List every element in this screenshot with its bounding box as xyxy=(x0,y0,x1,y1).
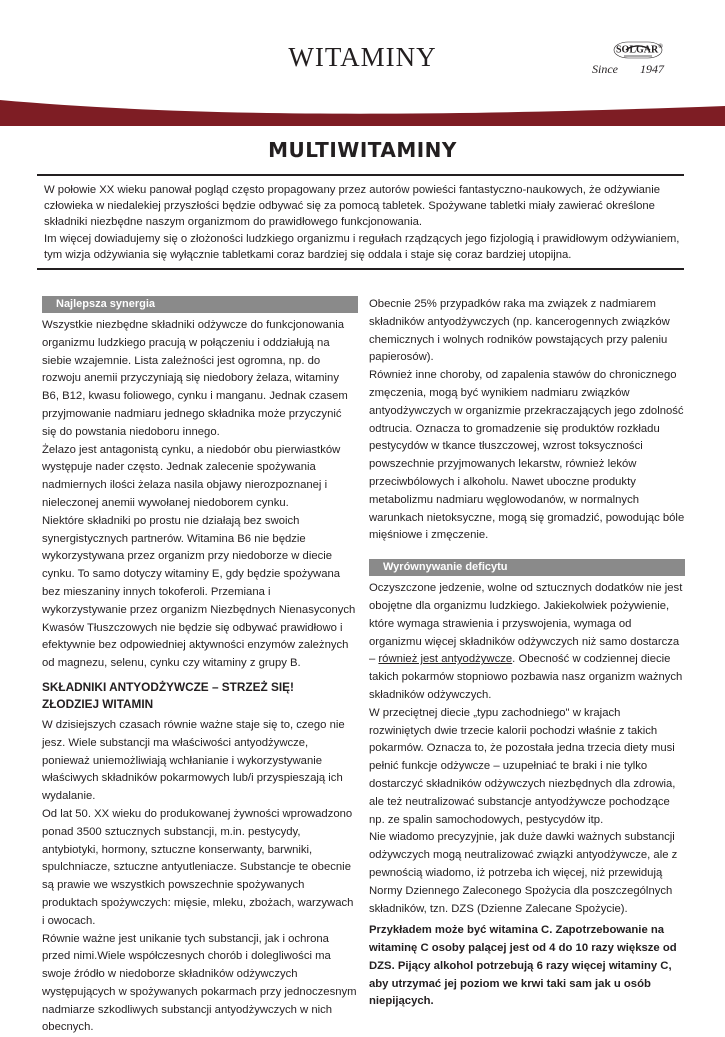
paragraph: Obecnie 25% przypadków raka ma związek z nadmiarem składników antyodżywczych (np. kancerogennych związków chemicznych i wolnych rodników powstających przy paleniu papierosów). xyxy=(369,296,685,367)
left-column xyxy=(42,296,358,1037)
intro-paragraph: W połowie XX wieku panował pogląd często propagowany przez autorów powieści fantastyczno-naukowych, że odżywianie człowieka w niedalekiej przyszłości będzie odbywać się za pomocą tabletek. Spożywane tabletki miały zawierać określone składniki niezbędne naszym organizmom do prawidłowego funkcjonowania. xyxy=(44,182,684,231)
divider-top xyxy=(37,174,684,176)
page-title: MULTIWITAMINY xyxy=(0,138,725,162)
paragraph: Również inne choroby, od zapalenia stawów do chronicznego zmęczenia, mogą być wynikiem nadmiaru związków antyodżywczych w organizmie przekraczających jego zdolność odtrucia. Oznacza to gromadzenie się produktów rozkładu pestycydów w tkance tłuszczowej, wzrost toksyczności powszechnie przyjmowanych lekarstw, również leków przeciwbólowych i alkoholu. Nawet uboczne produkty metabolizmu nadmiaru węglowodanów, w normalnych warunkach nietoksyczne, mogą się gromadzić, powodując bóle mięśniowe i zmęczenie. xyxy=(369,367,685,545)
paragraph: Wszystkie niezbędne składniki odżywcze do funkcjonowania organizmu ludzkiego pracują w połączeniu i oddziałują na siebie wzajemnie. Lista zależności jest ogromna, np. do rozwoju anemii przyczyniają się niedobory żelaza, witaminy B6, B12, kwasu foliowego, cynku i manganu. Jednak czasem przyjmowanie nadmiaru jednego składnika może przyczynić się do powstania niedoboru innego. xyxy=(42,317,358,442)
logo-year: 1947 xyxy=(640,62,664,77)
paragraph: Nie wiadomo precyzyjnie, jak duże dawki ważnych substancji odżywczych mogą neutralizować związki antyodżywcze, ale z pewnością wiadomo, iż potrzeba ich więcej, niż przewidują Normy Dziennego Zaleconego Spożycia dla poszczególnych składników, tzn. DZS (Dzienne Zalecane Spożycie). xyxy=(369,829,685,918)
header-title: WITAMINY xyxy=(0,42,725,73)
solgar-logo xyxy=(588,36,688,82)
section-header-deficit: Wyrównywanie deficytu xyxy=(369,559,685,576)
intro-text xyxy=(44,182,684,263)
subheading-antinutrients xyxy=(42,679,358,713)
underlined-phrase: również jest antyodżywcze xyxy=(378,653,512,665)
divider-bottom xyxy=(37,268,684,270)
paragraph: W przeciętnej diecie „typu zachodniego" w krajach rozwiniętych dwie trzecie kalorii pochodzi właśnie z takich pokarmów. Oznacza to, że pozostała jedna trzecia diety musi pełnić funkcje odżywcze – uzupełniać te braki i nie tylko dostarczyć składników odżywczych niezbędnych dla zdrowia, ale też neutralizować substancje antyodżywcze pochodzące np. ze spalin samochodowych, pestycydów itp. xyxy=(369,705,685,830)
right-column xyxy=(369,296,685,1011)
paragraph: Niektóre składniki po prostu nie działają bez swoich synergistycznych partnerów. Witamina B6 nie będzie wykorzystywana przez organizm przy niedoborze w diecie cynku. To samo dotyczy witaminy E, gdy będzie spożywana bez mieszaniny innych tokoferoli. Przemiana i wykorzystywanie przez organizm Niezbędnych Nienasyconych Kwasów Tłuszczowych nie będzie się odbywać prawidłowo i efektywnie bez odpowiedniej aktywności enzymów zależnych od magnezu, selenu, cynku czy witaminy z grupy B. xyxy=(42,513,358,673)
logo-brand: SOLGAR® xyxy=(616,44,660,55)
paragraph: Oczyszczone jedzenie, wolne od sztucznych dodatków nie jest obojętne dla organizmu ludzkiego. Jakiekolwiek pożywienie, które wymaga strawienia i przyswojenia, wymaga od organizmu więcej składników odżywczych niż samo dostarcza – również jest antyodżywcze. Obecność w codziennej diecie takich pokarmów stopniowo pozbawia nasz organizm ważnych składników odżywczych. xyxy=(369,580,685,705)
section-header-synergy: Najlepsza synergia xyxy=(42,296,358,313)
subheading-line: ZŁODZIEJ WITAMIN xyxy=(42,696,358,713)
paragraph: Żelazo jest antagonistą cynku, a niedobór obu pierwiastków występuje nader często. Jednak zalecenie spożywania nadmiernych ilości żelaza nasila objawy nierozpoznanej i nieleczonej anemii wywołanej niedoborem cynku. xyxy=(42,442,358,513)
logo-since: Since xyxy=(592,62,618,77)
paragraph: W dzisiejszych czasach równie ważne staje się to, czego nie jesz. Wiele substancji ma właściwości antyodżywcze, ponieważ uniemożliwiają wchłanianie i wykorzystywanie właściwych składników pokarmowych lub/i przyspieszają ich wydalanie. xyxy=(42,717,358,806)
highlight-paragraph: Przykładem może być witamina C. Zapotrzebowanie na witaminę C osoby palącej jest od 4 do 10 razy większe od DZS. Pijący alkohol potrzebują 6 razy więcej witaminy C, aby utrzymać jej poziom we krwi taki sam jak u osób niepijących. xyxy=(369,922,685,1011)
subheading-line: SKŁADNIKI ANTYODŻYWCZE – STRZEŻ SIĘ! xyxy=(42,679,358,696)
paragraph: Równie ważne jest unikanie tych substancji, jak i ochrona przed nimi.Wiele współczesnych chorób i dolegliwości ma swoje źródło w niedoborze składników odżywczych występujących w spożywanych pokarmach przy jednoczesnym nadmiarze szkodliwych substancji antyodżywczych w nich obecnych. xyxy=(42,931,358,1037)
intro-paragraph: Im więcej dowiadujemy się o złożoności ludzkiego organizmu i regułach rządzących jego fizjologią i prawidłowym odżywianiem, tym wizja odżywiania się wyłącznie tabletkami coraz bardziej się oddala i staje się coraz bardziej utopijna. xyxy=(44,231,684,263)
paragraph: Od lat 50. XX wieku do produkowanej żywności wprowadzono ponad 3500 sztucznych substancji, m.in. pestycydy, antybiotyki, hormony, sztuczne konserwanty, barwniki, spulchniacze, sztuczne antyutleniacze. Substancje te obecnie są prawie we wszystkich powszechnie spożywanych produktach spożywczych: mięsie, mleku, zbożach, warzywach i owocach. xyxy=(42,806,358,931)
header-band xyxy=(0,100,725,126)
